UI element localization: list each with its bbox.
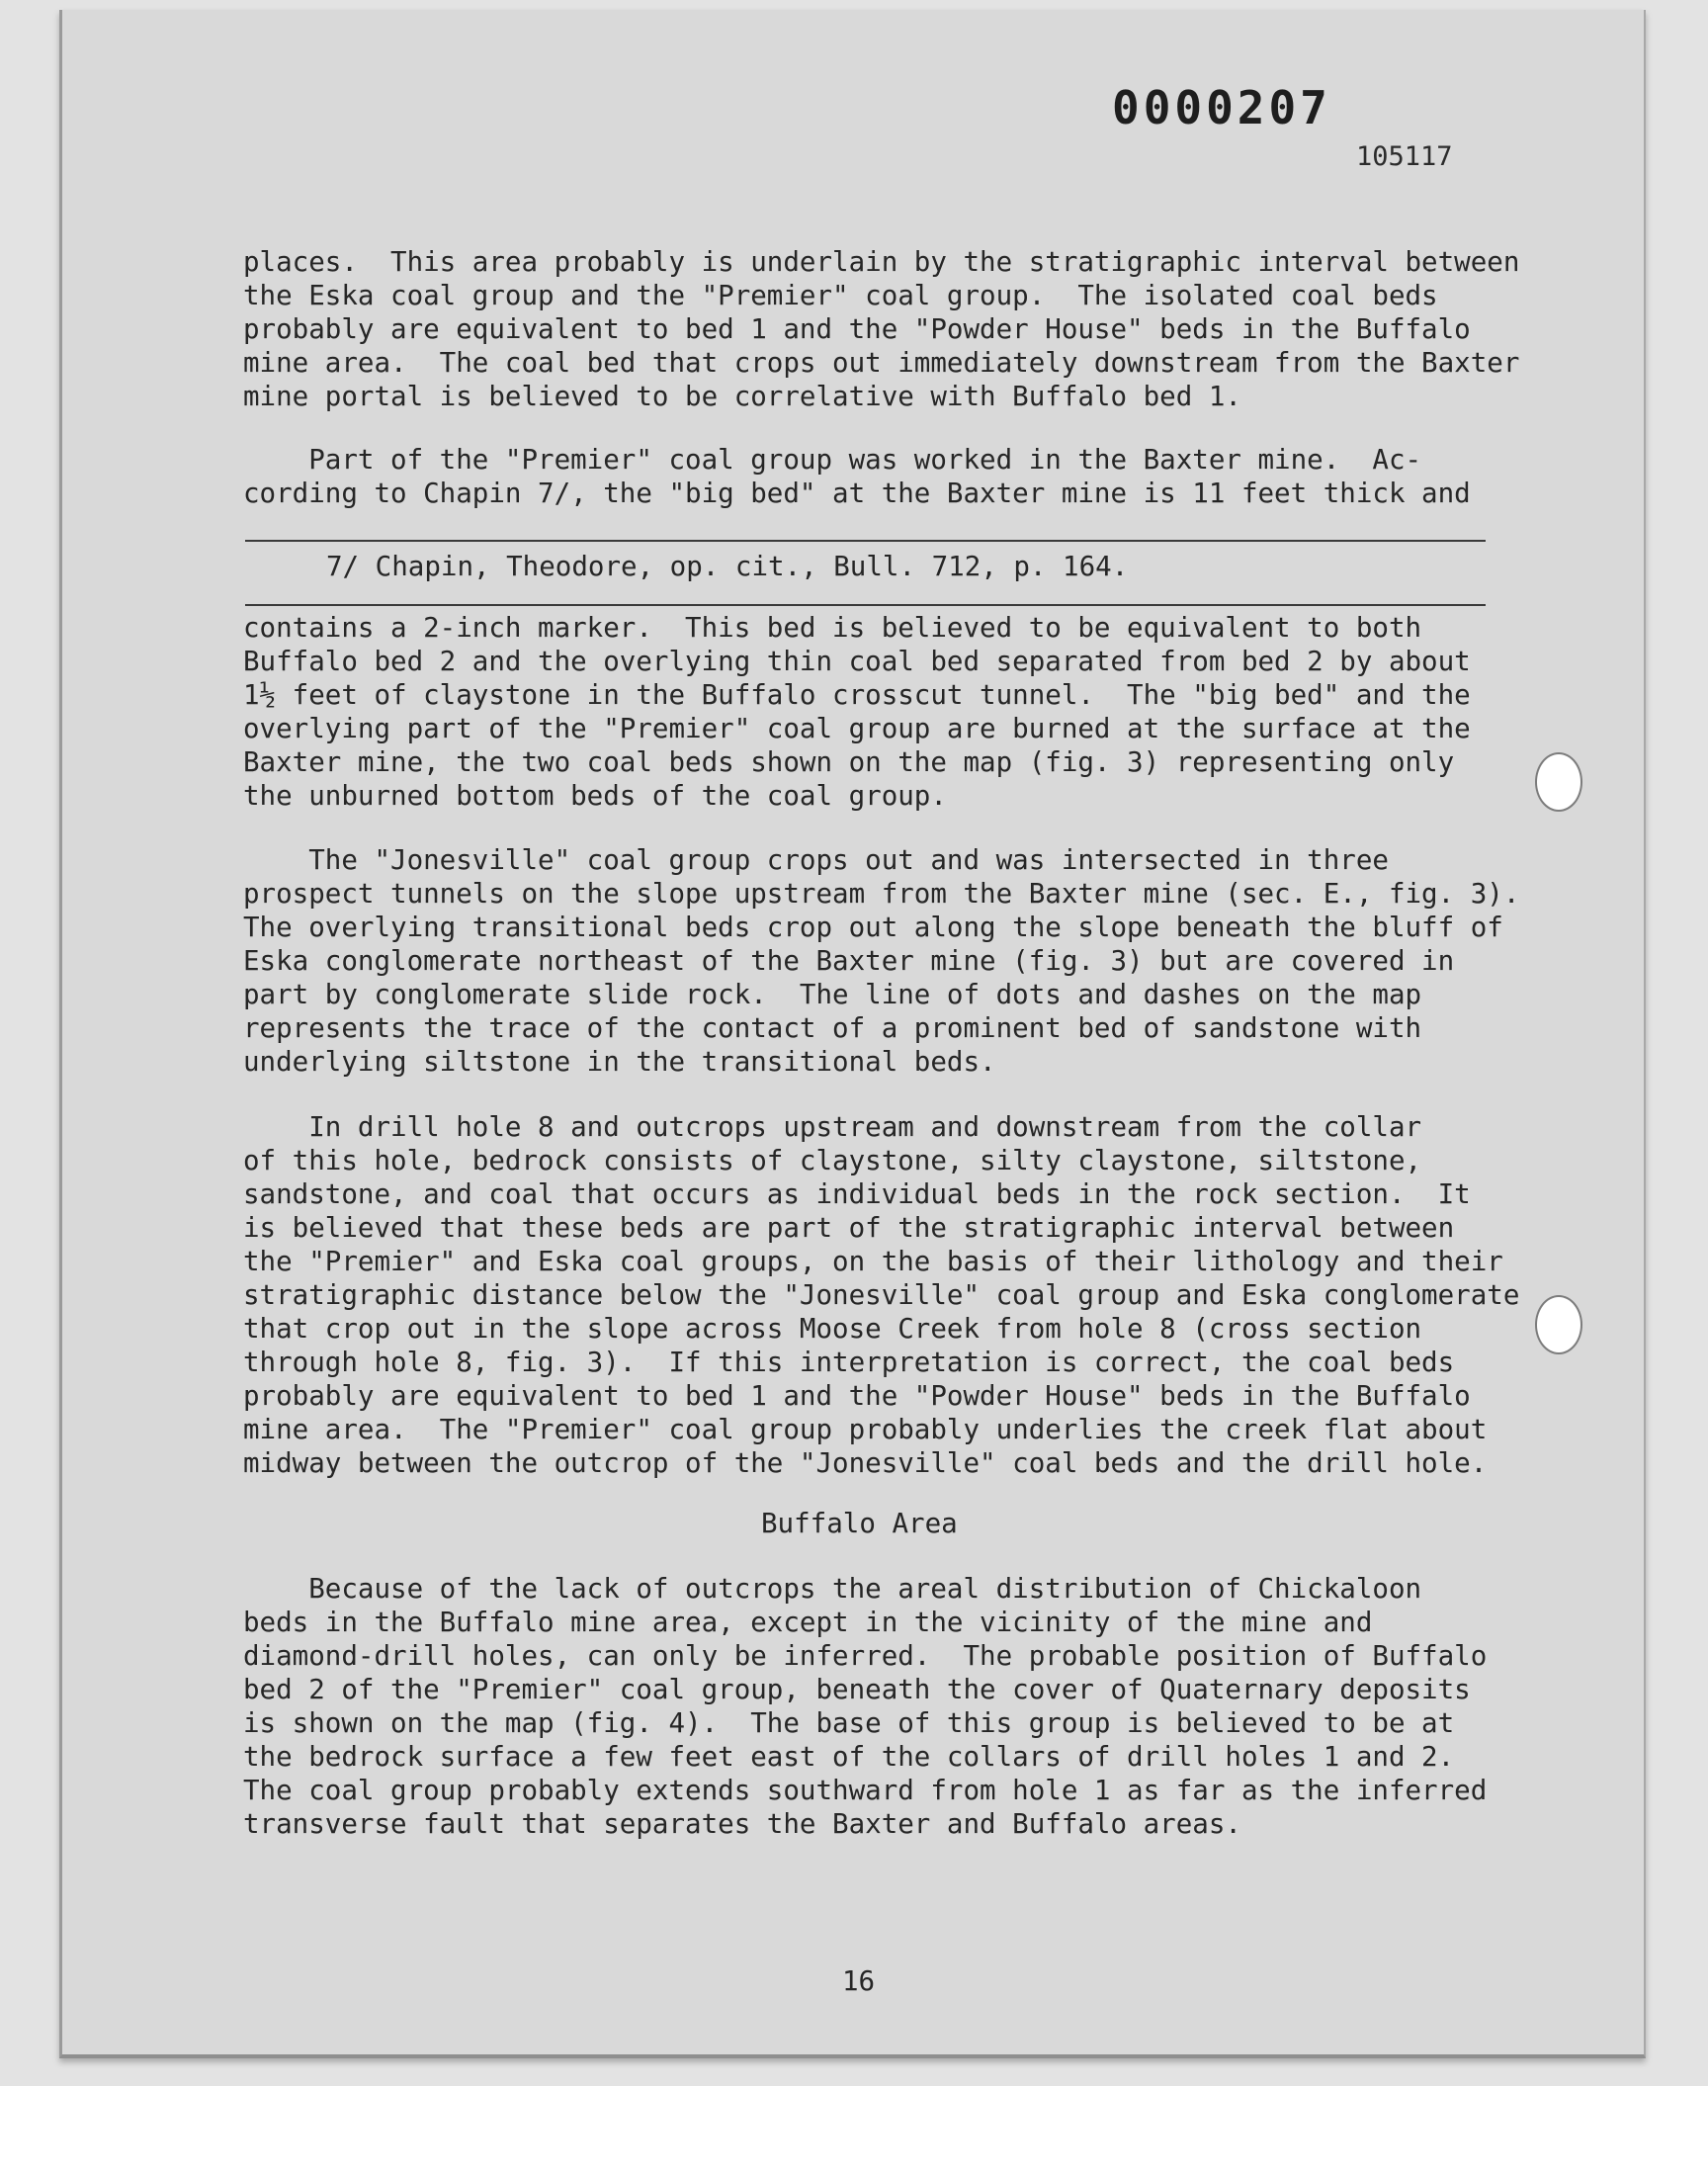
section-heading: Buffalo Area xyxy=(761,1508,958,1539)
footnote: 7/ Chapin, Theodore, op. cit., Bull. 712, p. 164. xyxy=(326,551,1129,582)
paragraph-5: In drill hole 8 and outcrops upstream and downstream from the collar of this hole, bedrock consists of claystone, silty claystone, siltstone, sandstone, and coal that occurs as individual beds in the rock section. It is believed that these beds are part of the stratigraphic interval between the "Premier" and Eska coal groups, on the basis of their lithology and their stratigraphic distance below the "Jonesville" coal group and Eska conglomerate that crop out in the slope across Moose Creek from hole 8 (cross section through hole 8, fig. 3). If this interpretation is correct, the coal beds probably are equivalent to bed 1 and the "Powder House" beds in the Buffalo mine area. The "Premier" coal group probably underlies the creek flat about midway between the outcrop of the "Jonesville" coal beds and the drill hole. xyxy=(243,1111,1520,1479)
paragraph-2: Part of the "Premier" coal group was worked in the Baxter mine. Ac- cording to Chapin 7/, the "big bed" at the Baxter mine is 11 feet thick and xyxy=(243,444,1471,509)
footnote-rule-top xyxy=(245,540,1486,542)
paragraph-1: places. This area probably is underlain by the stratigraphic interval between the Eska coal group and the "Premier" coal group. The isolated coal beds probably are equivalent to bed 1 and the "Powder House" beds in the Buffalo mine area. The coal bed that crops out immediately downstream from the Baxter mine portal is believed to be correlative with Buffalo bed 1. xyxy=(243,246,1520,412)
paragraph-3: contains a 2-inch marker. This bed is believed to be equivalent to both Buffalo bed 2 and the overlying thin coal bed separated from bed 2 by about 1½ feet of claystone in the Buffalo crosscut tunnel. The "big bed" and the overlying part of the "Premier" coal group are burned at the surface at the Baxter mine, the two coal beds shown on the map (fig. 3) representing only the unburned bottom beds of the coal group. xyxy=(243,612,1471,812)
paragraph-4: The "Jonesville" coal group crops out and was intersected in three prospect tunnels on the slope upstream from the Baxter mine (sec. E., fig. 3). The overlying transitional beds crop out along the slope beneath the bluff of Eska conglomerate northeast of the Baxter mine (fig. 3) but are covered in part by conglomerate slide rock. The line of dots and dashes on the map represents the trace of the contact of a prominent bed of sandstone with underlying siltstone in the transitional beds. xyxy=(243,844,1520,1078)
footnote-rule-bottom xyxy=(245,604,1486,606)
punch-hole xyxy=(1535,752,1582,812)
punch-hole xyxy=(1535,1295,1582,1354)
scan-bottom-margin xyxy=(0,2086,1708,2175)
page-number: 16 xyxy=(842,1965,876,1997)
paragraph-6: Because of the lack of outcrops the areal distribution of Chickaloon beds in the Buffalo mine area, except in the vicinity of the mine and diamond-drill holes, can only be inferred. The probable position of Buffalo bed 2 of the "Premier" coal group, beneath the cover of Quaternary deposits is shown on the map (fig. 4). The base of this group is believed to be at the bedrock surface a few feet east of the collars of drill holes 1 and 2. The coal group probably extends southward from hole 1 as far as the inferred transverse fault that separates the Baxter and Buffalo areas. xyxy=(243,1573,1488,1840)
document-id-stamp: 0000207 xyxy=(1112,81,1331,134)
reference-number: 105117 xyxy=(1356,141,1453,172)
